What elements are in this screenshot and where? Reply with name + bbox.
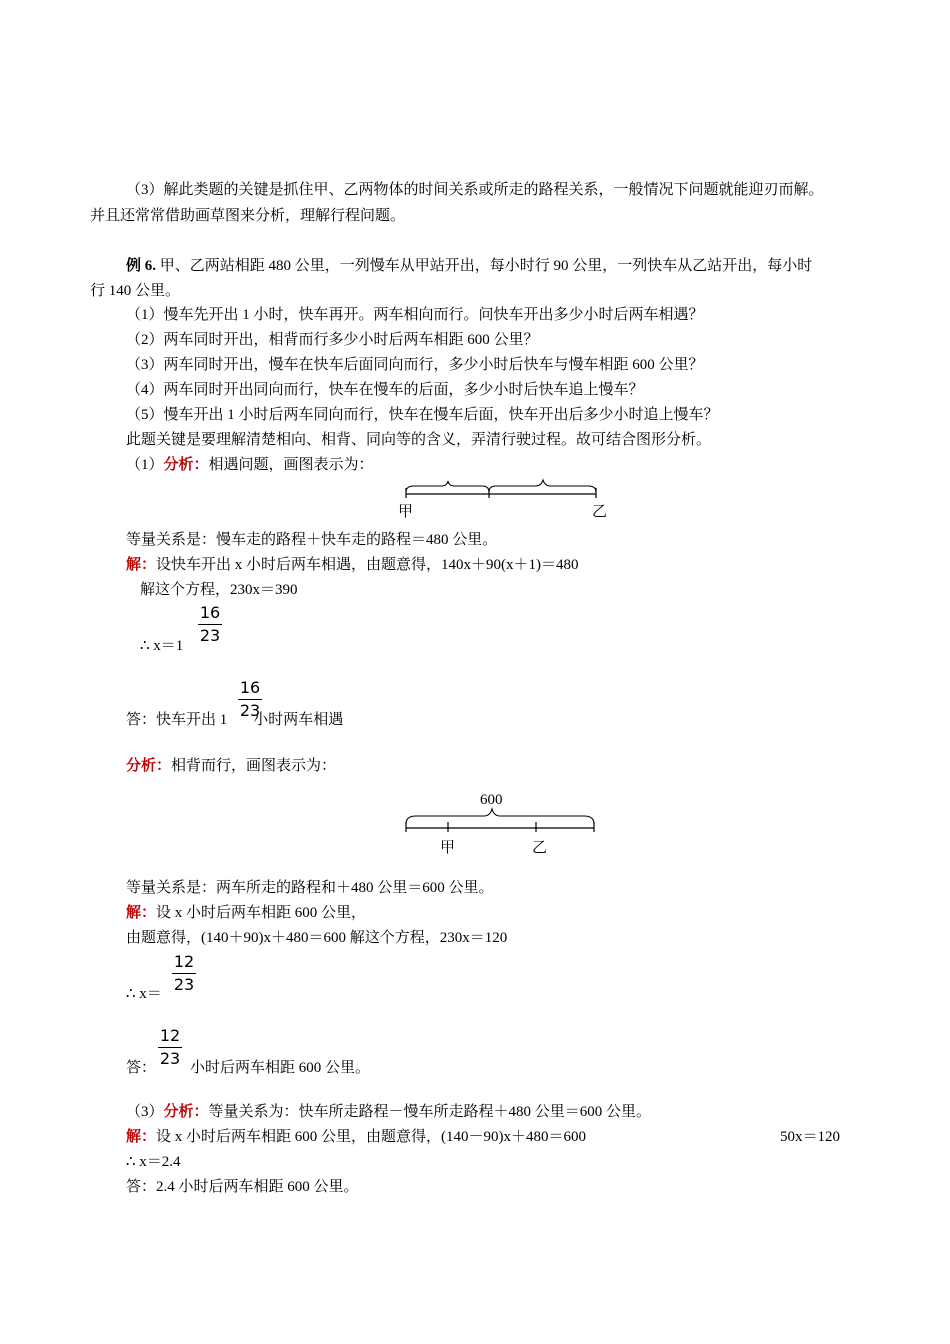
- part1-answer-fraction: [238, 679, 262, 720]
- part3-solve-label: 解：: [126, 1129, 157, 1145]
- fraction-numerator: 12: [159, 1026, 181, 1045]
- part2-solve-label: 解：: [126, 905, 157, 921]
- part2-result: ∴ x＝: [126, 986, 162, 1002]
- part2-answer-suffix: 小时后两车相距 600 公里。: [190, 1060, 371, 1076]
- example-label: 例 6.: [126, 258, 157, 274]
- part3-solve-right: 50x＝120: [780, 1129, 841, 1145]
- part1-result-fraction: [198, 604, 222, 645]
- part1-step: 解这个方程，230x＝390: [140, 582, 298, 598]
- station-b-label: 乙: [592, 504, 608, 520]
- part2-solve-text: 设 x 小时后两车相距 600 公里，: [156, 905, 367, 921]
- part1-answer-prefix: 答：快车开出 1: [126, 712, 228, 728]
- part2-analysis-text: 相背而行，画图表示为：: [171, 758, 337, 774]
- part2-step: 由题意得，(140＋90)x＋480＝600 解这个方程，230x＝120: [126, 930, 508, 946]
- slow-car-brace: [406, 481, 489, 492]
- fraction-numerator: 12: [173, 952, 195, 971]
- part1-solve-text: 设快车开出 x 小时后两车相遇，由题意得，140x＋90(x＋1)＝480: [156, 557, 579, 573]
- part3-result: ∴ x＝2.4: [126, 1154, 181, 1170]
- part3-analysis: [126, 1102, 651, 1122]
- intro-line-1: （3）解此类题的关键是抓住甲、乙两物体的时间关系或所走的路程关系，一般情况下问题就能迎刃而解。: [126, 182, 824, 198]
- fraction-denominator: 23: [159, 1049, 181, 1068]
- part3-analysis-label: 分析：: [163, 1104, 209, 1120]
- part2-relation: 等量关系是：两车所走的路程和＋480 公里＝600 公里。: [126, 880, 494, 896]
- station-b-label: 乙: [532, 840, 548, 856]
- question-2: （2）两车同时开出，相背而行多少小时后两车相距 600 公里？: [126, 332, 539, 348]
- example-line-2: 行 140 公里。: [90, 283, 181, 299]
- part1-result: ∴ x＝1: [140, 638, 184, 654]
- part2-result-fraction: [172, 953, 196, 994]
- total-distance-label: 600: [480, 792, 503, 808]
- part2-answer-prefix: 答：: [126, 1060, 157, 1076]
- fraction-numerator: 16: [239, 678, 261, 697]
- question-4: （4）两车同时开出同向而行，快车在慢车的后面，多少小时后快车追上慢车？: [126, 382, 644, 398]
- intro-line-2: 并且还常常借助画草图来分析，理解行程问题。: [90, 208, 406, 224]
- part1-relation: 等量关系是：慢车走的路程＋快车走的路程＝480 公里。: [126, 532, 498, 548]
- question-1: （1）慢车先开出 1 小时，快车再开。两车相向而行。问快车开出多少小时后两车相遇？: [126, 307, 704, 323]
- question-3: （3）两车同时开出，慢车在快车后面同向而行，多少小时后快车与慢车相距 600 公里？: [126, 357, 704, 373]
- fraction-denominator: 23: [239, 701, 261, 720]
- part1-answer: [126, 710, 343, 730]
- part1-analysis-text: 相遇问题，画图表示为：: [208, 457, 374, 473]
- question-5: （5）慢车开出 1 小时后两车同向而行，快车在慢车后面，快车开出后多少小时追上慢车？: [126, 407, 719, 423]
- part1-analysis-label: 分析：: [163, 457, 209, 473]
- part3-answer: 答：2.4 小时后两车相距 600 公里。: [126, 1179, 359, 1195]
- part1-solution: [126, 555, 579, 575]
- key-point: 此题关键是要理解清楚相向、相背、同向等的含义，弄清行驶过程。故可结合图形分析。: [126, 432, 712, 448]
- part1-analysis: [126, 455, 374, 475]
- fraction-numerator: 16: [199, 603, 221, 622]
- part3-solve-text: 设 x 小时后两车相距 600 公里，由题意得，(140－90)x＋480＝600: [156, 1129, 587, 1145]
- part1-solve-label: 解：: [126, 557, 157, 573]
- part3-prefix: （3）: [126, 1104, 164, 1120]
- example-line-1: [126, 256, 812, 276]
- part3-analysis-text: 等量关系为：快车所走路程－慢车所走路程＋480 公里＝600 公里。: [208, 1104, 652, 1120]
- part2-analysis: [126, 756, 336, 776]
- part2-solution: [126, 903, 366, 923]
- part2-analysis-label: 分析：: [126, 758, 172, 774]
- fraction-denominator: 23: [199, 626, 221, 645]
- example-text-1: 甲、乙两站相距 480 公里，一列慢车从甲站开出，每小时行 90 公里，一列快车从乙站开出，每小时: [159, 258, 813, 274]
- meeting-diagram: [396, 476, 612, 522]
- fast-car-brace: [489, 480, 596, 492]
- station-a-label: 甲: [440, 840, 456, 856]
- part3-solution: [126, 1127, 586, 1147]
- fraction-denominator: 23: [173, 975, 195, 994]
- part2-answer-fraction: [158, 1027, 182, 1068]
- station-a-label: 甲: [398, 504, 414, 520]
- part1-answer-suffix: 小时两车相遇: [253, 712, 344, 728]
- opposite-direction-diagram: [396, 786, 606, 860]
- part1-prefix: （1）: [126, 457, 164, 473]
- distance-brace: [406, 809, 594, 824]
